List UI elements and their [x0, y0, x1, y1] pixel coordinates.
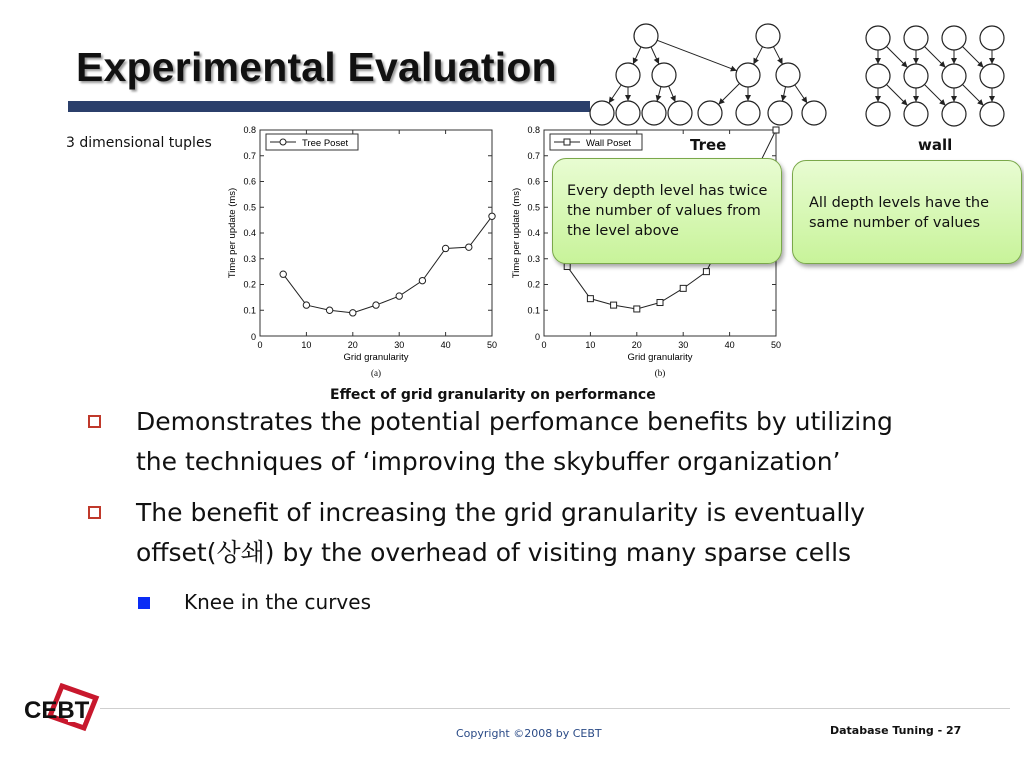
y-tick-label: 0.3 [243, 253, 256, 264]
x-tick-label: 20 [631, 340, 642, 350]
y-tick-label: 0.2 [243, 279, 256, 290]
callout-wall-text: All depth levels have the same number of values [809, 195, 990, 231]
bullet-1 [136, 402, 893, 482]
edge-arrowhead [913, 96, 919, 102]
y-tick-label: 0.6 [527, 176, 540, 187]
edge-arrowhead [989, 96, 995, 102]
chart-tree-poset-svg [224, 124, 504, 386]
x-tick-label: 0 [257, 340, 263, 350]
bullet-marker [88, 506, 101, 519]
data-point [280, 271, 286, 277]
graph-node [802, 101, 826, 125]
graph-node [942, 64, 966, 88]
x-tick-label: 40 [724, 340, 735, 350]
graph-node [866, 102, 890, 126]
y-tick-label: 0.4 [243, 228, 256, 238]
legend-label: Wall Poset [586, 138, 632, 149]
sub-bullet-knee: Knee in the curves [184, 590, 371, 614]
chart-tree-poset [224, 124, 504, 386]
data-point [564, 263, 570, 269]
y-tick-label: 0.7 [243, 150, 256, 161]
y-tick-label: 0.8 [243, 125, 256, 135]
sub-bullet-marker [138, 597, 150, 609]
panel-label: (b) [654, 368, 666, 378]
bullet-2-line-1: The benefit of increasing the grid granularity is eventually [136, 498, 866, 527]
tree-poset-diagram [584, 16, 832, 130]
data-point [373, 302, 379, 308]
edge-arrowhead [745, 95, 751, 101]
x-tick-label: 30 [678, 340, 689, 350]
y-axis-label: Time per update (ms) [511, 187, 522, 279]
x-tick-label: 10 [301, 340, 312, 350]
wall-graph-svg [858, 16, 1020, 130]
wall-poset-diagram [858, 16, 1020, 130]
data-point [396, 293, 402, 299]
bullet-marker [88, 415, 101, 428]
legend-marker [564, 139, 570, 145]
graph-node [904, 26, 928, 50]
graph-node [904, 102, 928, 126]
data-point [703, 269, 709, 275]
edge-arrowhead [625, 95, 631, 101]
x-tick-label: 20 [347, 340, 358, 350]
edge-arrowhead [951, 58, 957, 64]
graph-node [736, 101, 760, 125]
cebt-logo-text: CEBT [24, 697, 90, 724]
page-number: Database Tuning - 27 [830, 724, 962, 737]
wall-label: wall [918, 136, 953, 154]
x-tick-label: 50 [486, 340, 498, 350]
graph-node [698, 101, 722, 125]
y-tick-label: 0.3 [527, 253, 540, 264]
bullet-2-line-2: offset(상쇄) by the overhead of visiting many sparse cells [136, 538, 852, 567]
x-tick-label: 50 [770, 340, 782, 350]
data-point [680, 285, 686, 291]
data-point [657, 300, 663, 306]
figure-caption: Effect of grid granularity on performance [330, 387, 656, 403]
edge-arrowhead [781, 95, 787, 101]
y-tick-label: 0 [534, 332, 540, 342]
graph-node [756, 24, 780, 48]
edge-arrowhead [913, 58, 919, 64]
y-tick-label: 0.1 [527, 305, 540, 316]
bullet-1-line-1: Demonstrates the potential perfomance benefits by utilizing [136, 407, 893, 436]
y-tick-label: 0.6 [243, 176, 256, 187]
y-tick-label: 0.8 [527, 125, 540, 135]
graph-node [942, 102, 966, 126]
data-point [350, 310, 356, 316]
graph-node [652, 63, 676, 87]
x-tick-label: 10 [585, 340, 596, 350]
edge-arrowhead [801, 96, 807, 103]
graph-node [980, 64, 1004, 88]
graph-node [590, 101, 614, 125]
x-axis-label: Grid granularity [627, 352, 693, 363]
edge-arrowhead [989, 58, 995, 64]
cebt-logo-svg [22, 680, 102, 732]
footer-divider [100, 708, 1010, 709]
legend-label: Tree Poset [302, 138, 349, 149]
y-tick-label: 0.1 [243, 305, 256, 316]
panel-label: (a) [371, 368, 381, 378]
data-point [326, 307, 332, 313]
copyright-text: Copyright ©2008 by CEBT [456, 727, 602, 740]
edge-arrowhead [951, 96, 957, 102]
title-underline-bar [68, 101, 590, 112]
tuples-label: 3 dimensional tuples [66, 135, 212, 151]
x-tick-label: 0 [541, 340, 547, 350]
x-tick-label: 30 [394, 340, 405, 350]
data-point [466, 244, 472, 250]
graph-node [668, 101, 692, 125]
graph-node [736, 63, 760, 87]
graph-node [980, 102, 1004, 126]
cebt-logo [22, 680, 102, 732]
bullet-1-line-2: the techniques of ‘improving the skybuffer organization’ [136, 447, 841, 476]
graph-node [904, 64, 928, 88]
graph-node [616, 63, 640, 87]
graph-node [980, 26, 1004, 50]
y-tick-label: 0.4 [527, 228, 540, 238]
callout-tree [552, 158, 782, 264]
callout-tree-text: Every depth level has twice the number of values from the level above [567, 183, 768, 239]
y-tick-label: 0.2 [527, 279, 540, 290]
tree-graph-svg [584, 16, 832, 130]
data-point [587, 296, 593, 302]
edge-arrowhead [875, 96, 881, 102]
graph-node [642, 101, 666, 125]
data-point [419, 277, 425, 283]
callout-wall [792, 160, 1022, 264]
edge-arrowhead [875, 58, 881, 64]
slide-title: Experimental Evaluation [76, 44, 557, 90]
graph-node [942, 26, 966, 50]
y-tick-label: 0 [250, 332, 256, 342]
graph-node [776, 63, 800, 87]
y-axis-label: Time per update (ms) [227, 187, 238, 279]
graph-node [616, 101, 640, 125]
data-point [634, 306, 640, 312]
data-point [611, 302, 617, 308]
y-tick-label: 0.5 [243, 202, 256, 213]
edge-arrowhead [656, 95, 662, 102]
x-tick-label: 40 [440, 340, 451, 350]
graph-node [634, 24, 658, 48]
y-tick-label: 0.7 [527, 150, 540, 161]
graph-node [866, 26, 890, 50]
y-tick-label: 0.5 [527, 202, 540, 213]
x-axis-label: Grid granularity [343, 352, 409, 363]
data-point [489, 213, 495, 219]
data-point [303, 302, 309, 308]
graph-node [866, 64, 890, 88]
graph-node [768, 101, 792, 125]
tree-label: Tree [690, 136, 727, 154]
legend-marker [280, 139, 286, 145]
bullet-2 [136, 493, 865, 573]
edge-arrowhead [609, 96, 615, 103]
data-point [442, 245, 448, 251]
